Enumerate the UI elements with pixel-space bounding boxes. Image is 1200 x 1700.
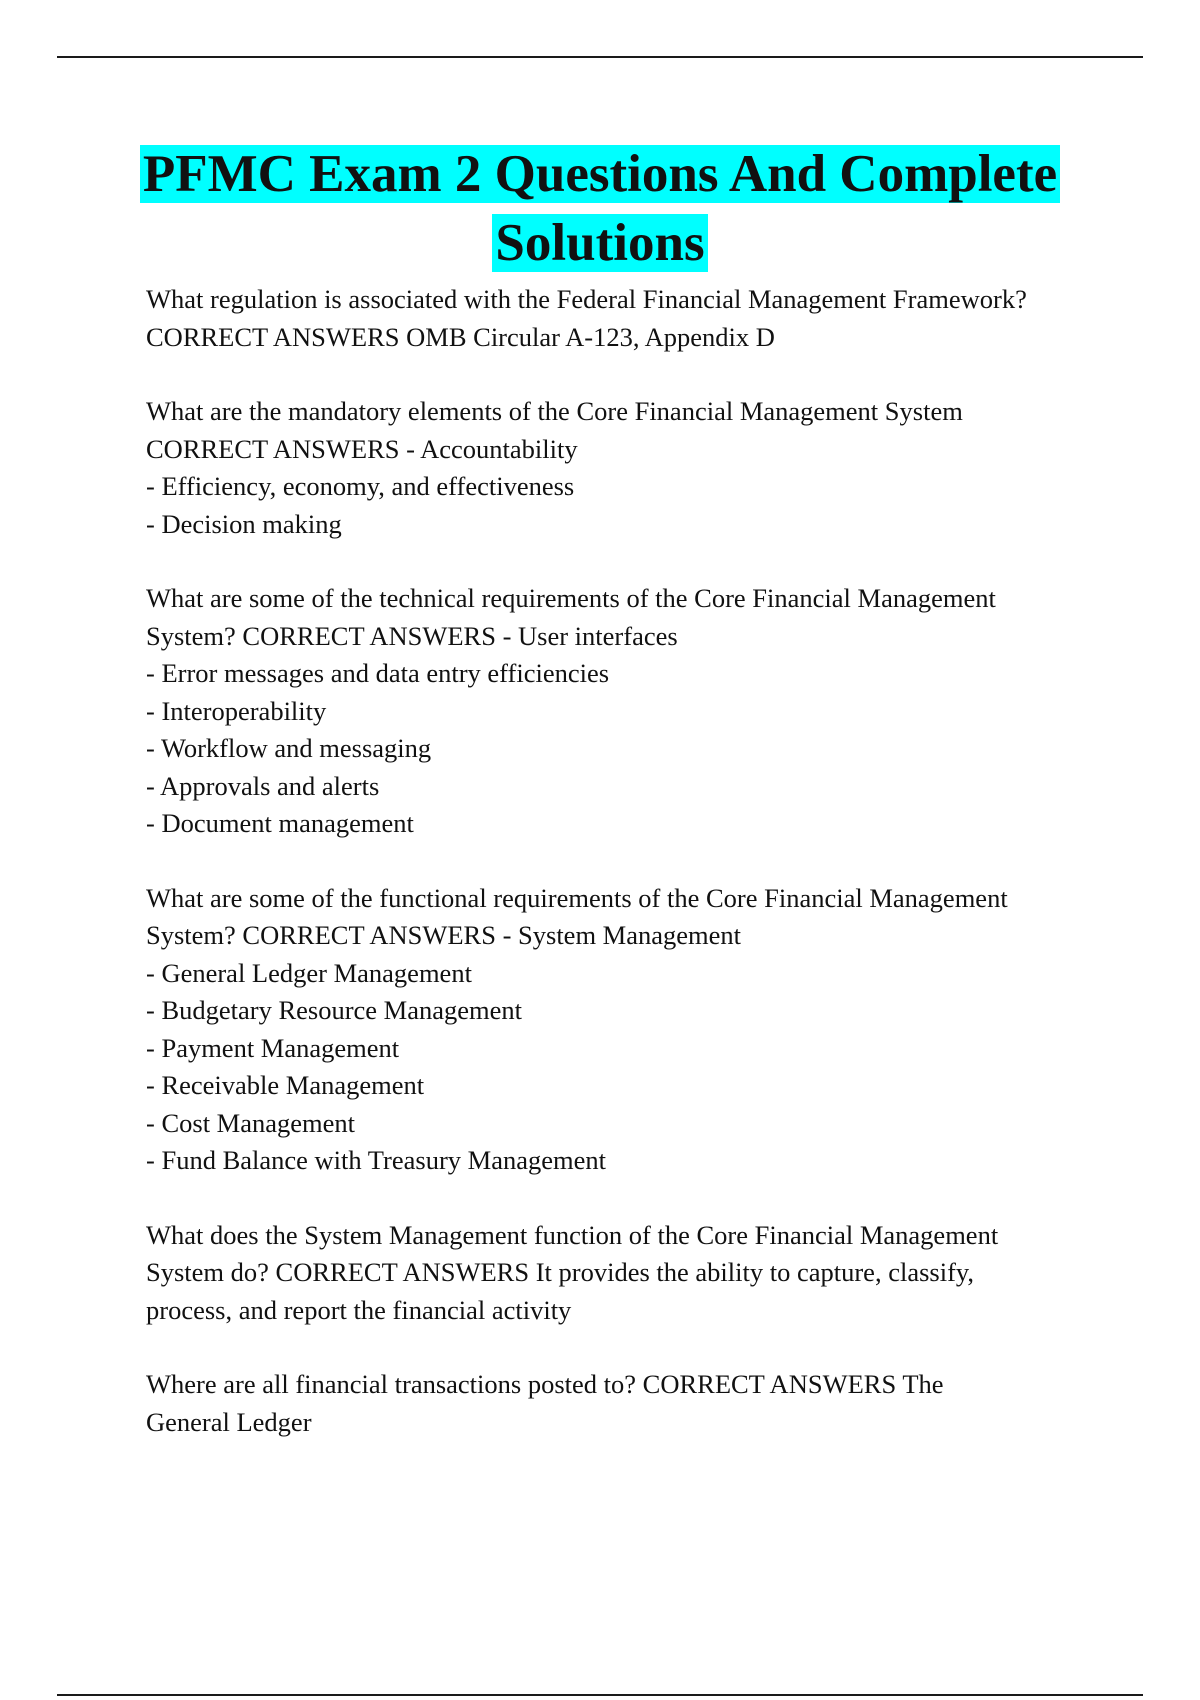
- qa-line: Where are all financial transactions posted to? CORRECT ANSWERS The: [146, 1369, 944, 1399]
- qa-line: - Cost Management: [146, 1107, 356, 1138]
- qa-item-5: [146, 1217, 1136, 1330]
- top-divider: [57, 56, 1143, 58]
- qa-item-4: [146, 880, 1136, 1180]
- qa-line: What does the System Management function of the Core Financial Management: [146, 1219, 999, 1250]
- qa-line: - Decision making: [146, 508, 342, 539]
- qa-line: What are some of the technical requirements of the Core Financial Management: [146, 583, 996, 613]
- bottom-divider: [57, 1694, 1143, 1696]
- page-title-line-1: PFMC Exam 2 Questions And Complete: [140, 145, 1060, 203]
- qa-line: What regulation is associated with the Federal Financial Management Framework?: [146, 284, 1027, 314]
- qa-item-6: [146, 1366, 1136, 1441]
- qa-line: - Budgetary Resource Management: [146, 995, 523, 1025]
- qa-line: - Approvals and alerts: [146, 770, 380, 801]
- qa-line: - Efficiency, economy, and effectiveness: [146, 471, 575, 501]
- qa-line: - Receivable Management: [146, 1070, 425, 1100]
- qa-line: - Payment Management: [146, 1032, 400, 1063]
- qa-line: What are some of the functional requirements of the Core Financial Management: [146, 882, 1008, 913]
- qa-line: - Fund Balance with Treasury Management: [146, 1145, 606, 1175]
- qa-line: CORRECT ANSWERS - Accountability: [146, 433, 578, 464]
- qa-line: - Error messages and data entry efficiencies: [146, 658, 610, 688]
- qa-line: - General Ledger Management: [146, 957, 472, 988]
- qa-item-2: [146, 393, 1136, 543]
- qa-line: System? CORRECT ANSWERS - System Management: [146, 920, 742, 950]
- qa-item-1: [146, 281, 1136, 356]
- document-body: [146, 281, 1136, 1478]
- qa-item-3: [146, 580, 1136, 843]
- qa-line: General Ledger: [146, 1406, 312, 1437]
- qa-line: - Document management: [146, 808, 414, 838]
- qa-line: - Workflow and messaging: [146, 733, 432, 763]
- page-title: [100, 140, 1100, 278]
- qa-line: process, and report the financial activity: [146, 1294, 572, 1325]
- qa-line: System do? CORRECT ANSWERS It provides the ability to capture, classify,: [146, 1257, 975, 1287]
- page-title-line-2: Solutions: [492, 214, 707, 272]
- qa-line: CORRECT ANSWERS OMB Circular A-123, Appendix D: [146, 321, 775, 352]
- qa-line: What are the mandatory elements of the Core Financial Management System: [146, 396, 963, 426]
- qa-line: System? CORRECT ANSWERS - User interfaces: [146, 620, 678, 651]
- qa-line: - Interoperability: [146, 695, 327, 726]
